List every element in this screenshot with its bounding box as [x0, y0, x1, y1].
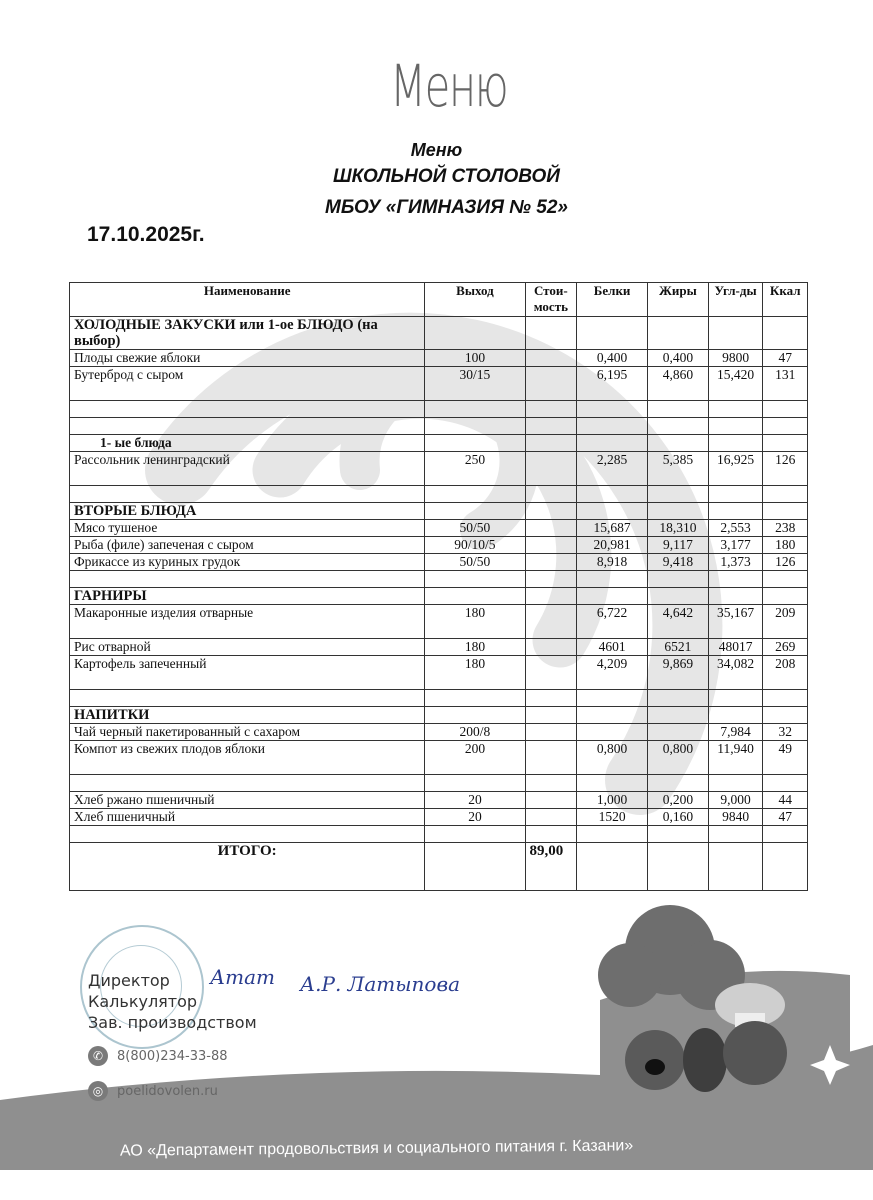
empty-cell	[763, 317, 808, 350]
empty-cell	[763, 775, 808, 792]
empty-cell	[763, 401, 808, 418]
dish-name: Мясо тушеное	[70, 520, 425, 537]
subcategory-row	[70, 435, 808, 452]
phone-contact	[88, 1046, 228, 1066]
carbs-cell: 9840	[708, 809, 763, 826]
output-cell: 90/10/5	[425, 537, 525, 554]
empty-row	[70, 571, 808, 588]
total-cost: 89,00	[525, 843, 577, 891]
empty-cell	[763, 435, 808, 452]
column-header-cost: Стои-мость	[525, 283, 577, 317]
handwritten-title: Меню	[390, 52, 508, 120]
total-protein-cell	[577, 843, 648, 891]
table-row	[70, 605, 808, 639]
empty-cell	[708, 317, 763, 350]
dish-name: Чай черный пакетированный с сахаром	[70, 724, 425, 741]
cost-cell	[525, 809, 577, 826]
empty-cell	[525, 486, 577, 503]
empty-cell	[425, 317, 525, 350]
output-cell: 20	[425, 809, 525, 826]
carbs-cell: 2,553	[708, 520, 763, 537]
empty-cell	[70, 775, 425, 792]
carbs-cell: 34,082	[708, 656, 763, 690]
empty-cell	[525, 317, 577, 350]
table-row	[70, 537, 808, 554]
empty-cell	[708, 826, 763, 843]
total-row	[70, 843, 808, 891]
empty-cell	[648, 317, 709, 350]
empty-cell	[577, 435, 648, 452]
column-header-kcal: Ккал	[763, 283, 808, 317]
empty-cell	[763, 826, 808, 843]
carbs-cell: 15,420	[708, 367, 763, 401]
table-row	[70, 350, 808, 367]
output-cell: 20	[425, 792, 525, 809]
fat-cell: 9,418	[648, 554, 709, 571]
title-school-canteen: ШКОЛЬНОЙ СТОЛОВОЙ	[333, 166, 560, 187]
empty-cell	[763, 588, 808, 605]
empty-cell	[525, 418, 577, 435]
output-cell: 200/8	[425, 724, 525, 741]
output-cell: 200	[425, 741, 525, 775]
cost-cell	[525, 520, 577, 537]
empty-cell	[70, 826, 425, 843]
column-header-protein: Белки	[577, 283, 648, 317]
empty-cell	[577, 418, 648, 435]
mascot-middle	[683, 1028, 727, 1092]
category-row	[70, 503, 808, 520]
table-row	[70, 639, 808, 656]
column-header-fat: Жиры	[648, 283, 709, 317]
empty-cell	[763, 486, 808, 503]
table-row	[70, 367, 808, 401]
output-cell: 100	[425, 350, 525, 367]
empty-row	[70, 690, 808, 707]
empty-cell	[763, 571, 808, 588]
category-row	[70, 707, 808, 724]
empty-cell	[525, 690, 577, 707]
title-menu: Меню	[410, 140, 463, 160]
empty-cell	[425, 690, 525, 707]
empty-cell	[577, 775, 648, 792]
cost-cell	[525, 724, 577, 741]
carbs-cell: 35,167	[708, 605, 763, 639]
empty-cell	[577, 826, 648, 843]
fat-cell: 0,400	[648, 350, 709, 367]
kcal-cell: 131	[763, 367, 808, 401]
fat-cell: 4,642	[648, 605, 709, 639]
fat-cell: 0,200	[648, 792, 709, 809]
empty-cell	[525, 826, 577, 843]
empty-cell	[525, 775, 577, 792]
protein-cell: 15,687	[577, 520, 648, 537]
empty-cell	[577, 707, 648, 724]
output-cell: 180	[425, 605, 525, 639]
empty-cell	[708, 418, 763, 435]
empty-cell	[708, 571, 763, 588]
empty-cell	[648, 707, 709, 724]
empty-cell	[648, 826, 709, 843]
empty-row	[70, 826, 808, 843]
empty-row	[70, 418, 808, 435]
carbs-cell: 1,373	[708, 554, 763, 571]
label-calculator: Калькулятор	[88, 992, 198, 1011]
kcal-cell: 208	[763, 656, 808, 690]
carbs-cell: 16,925	[708, 452, 763, 486]
table-row	[70, 656, 808, 690]
empty-cell	[708, 503, 763, 520]
empty-cell	[425, 571, 525, 588]
output-cell: 180	[425, 639, 525, 656]
director-name-signature: А.Р. Латыпова	[300, 972, 461, 996]
protein-cell: 0,400	[577, 350, 648, 367]
menu-table	[69, 282, 808, 891]
protein-cell	[577, 724, 648, 741]
protein-cell: 0,800	[577, 741, 648, 775]
empty-cell	[425, 418, 525, 435]
empty-cell	[425, 588, 525, 605]
empty-cell	[648, 690, 709, 707]
table-row	[70, 520, 808, 537]
empty-cell	[708, 401, 763, 418]
empty-cell	[70, 418, 425, 435]
total-kcal-cell	[763, 843, 808, 891]
fat-cell: 9,117	[648, 537, 709, 554]
dish-name: Рассольник ленинградский	[70, 452, 425, 486]
empty-cell	[648, 571, 709, 588]
cost-cell	[525, 792, 577, 809]
empty-cell	[577, 588, 648, 605]
mascot-right	[723, 1021, 787, 1085]
director-signature: Атат	[210, 965, 275, 989]
empty-cell	[425, 503, 525, 520]
empty-cell	[525, 588, 577, 605]
carbs-cell: 3,177	[708, 537, 763, 554]
empty-cell	[70, 690, 425, 707]
dish-name: Бутерброд с сыром	[70, 367, 425, 401]
category-label: ГАРНИРЫ	[70, 588, 425, 605]
empty-cell	[708, 690, 763, 707]
empty-cell	[648, 503, 709, 520]
dish-name: Плоды свежие яблоки	[70, 350, 425, 367]
cost-cell	[525, 656, 577, 690]
dish-name: Макаронные изделия отварные	[70, 605, 425, 639]
total-output-cell	[425, 843, 525, 891]
dish-name: Фрикассе из куриных грудок	[70, 554, 425, 571]
empty-cell	[425, 775, 525, 792]
empty-cell	[70, 486, 425, 503]
globe-icon: ◎	[88, 1081, 108, 1101]
output-cell: 250	[425, 452, 525, 486]
table-row	[70, 554, 808, 571]
dish-name: Хлеб ржано пшеничный	[70, 792, 425, 809]
output-cell: 180	[425, 656, 525, 690]
subcategory-label: 1- ые блюда	[70, 435, 425, 452]
kcal-cell: 238	[763, 520, 808, 537]
label-director: Директор	[88, 971, 170, 990]
total-fat-cell	[648, 843, 709, 891]
category-label: НАПИТКИ	[70, 707, 425, 724]
empty-cell	[525, 401, 577, 418]
empty-cell	[763, 690, 808, 707]
empty-cell	[648, 775, 709, 792]
cost-cell	[525, 639, 577, 656]
empty-cell	[577, 503, 648, 520]
column-header-carbs: Угл-ды	[708, 283, 763, 317]
table-row	[70, 724, 808, 741]
output-cell: 30/15	[425, 367, 525, 401]
empty-cell	[70, 401, 425, 418]
table-row	[70, 792, 808, 809]
protein-cell: 2,285	[577, 452, 648, 486]
empty-cell	[648, 401, 709, 418]
protein-cell: 4,209	[577, 656, 648, 690]
menu-date: 17.10.2025г.	[87, 223, 205, 246]
kcal-cell: 49	[763, 741, 808, 775]
protein-cell: 1,000	[577, 792, 648, 809]
empty-cell	[525, 435, 577, 452]
empty-cell	[425, 707, 525, 724]
cost-cell	[525, 350, 577, 367]
empty-cell	[425, 486, 525, 503]
fat-cell: 6521	[648, 639, 709, 656]
protein-cell: 4601	[577, 639, 648, 656]
carbs-cell: 7,984	[708, 724, 763, 741]
fat-cell: 18,310	[648, 520, 709, 537]
empty-cell	[708, 588, 763, 605]
empty-cell	[763, 418, 808, 435]
table-row	[70, 452, 808, 486]
total-label: ИТОГО:	[70, 843, 425, 891]
cost-cell	[525, 537, 577, 554]
empty-cell	[648, 418, 709, 435]
category-label: ХОЛОДНЫЕ ЗАКУСКИ или 1-ое БЛЮДО (на выбор)	[70, 317, 425, 350]
protein-cell: 1520	[577, 809, 648, 826]
chef-hat	[715, 983, 785, 1027]
fat-cell: 5,385	[648, 452, 709, 486]
empty-cell	[525, 707, 577, 724]
empty-cell	[648, 588, 709, 605]
column-header-output: Выход	[425, 283, 525, 317]
carbs-cell: 48017	[708, 639, 763, 656]
kcal-cell: 126	[763, 554, 808, 571]
cost-cell	[525, 605, 577, 639]
empty-cell	[425, 435, 525, 452]
star-shape	[810, 1045, 850, 1085]
empty-cell	[577, 401, 648, 418]
table-header-row	[70, 283, 808, 317]
protein-cell: 6,195	[577, 367, 648, 401]
category-row	[70, 317, 808, 350]
empty-cell	[648, 486, 709, 503]
fat-cell	[648, 724, 709, 741]
phone-number: 8(800)234-33-88	[117, 1048, 228, 1064]
cost-cell	[525, 452, 577, 486]
empty-cell	[577, 690, 648, 707]
empty-row	[70, 486, 808, 503]
mascot-left-mouth	[645, 1059, 665, 1075]
empty-cell	[708, 435, 763, 452]
website-contact	[88, 1081, 218, 1101]
kcal-cell: 44	[763, 792, 808, 809]
empty-cell	[763, 503, 808, 520]
empty-cell	[577, 486, 648, 503]
dish-name: Картофель запеченный	[70, 656, 425, 690]
fat-cell: 4,860	[648, 367, 709, 401]
table-row	[70, 809, 808, 826]
organization-footer: АО «Департамент продовольствия и социального питания г. Казани»	[119, 1137, 634, 1160]
empty-cell	[70, 571, 425, 588]
fat-cell: 9,869	[648, 656, 709, 690]
empty-cell	[577, 317, 648, 350]
dish-name: Рыба (филе) запеченая с сыром	[70, 537, 425, 554]
empty-cell	[763, 707, 808, 724]
kcal-cell: 269	[763, 639, 808, 656]
total-carbs-cell	[708, 843, 763, 891]
protein-cell: 6,722	[577, 605, 648, 639]
dish-name: Рис отварной	[70, 639, 425, 656]
mascot-illustration	[560, 895, 860, 1115]
empty-row	[70, 401, 808, 418]
category-label: ВТОРЫЕ БЛЮДА	[70, 503, 425, 520]
title-school-name: МБОУ «ГИМНАЗИЯ № 52»	[325, 197, 568, 218]
menu-table-body	[70, 317, 808, 843]
empty-cell	[708, 707, 763, 724]
kcal-cell: 209	[763, 605, 808, 639]
dish-name: Компот из свежих плодов яблоки	[70, 741, 425, 775]
carbs-cell: 9,000	[708, 792, 763, 809]
empty-cell	[425, 826, 525, 843]
cost-cell	[525, 367, 577, 401]
dish-name: Хлеб пшеничный	[70, 809, 425, 826]
empty-cell	[577, 571, 648, 588]
cost-cell	[525, 554, 577, 571]
category-row	[70, 588, 808, 605]
fat-cell: 0,800	[648, 741, 709, 775]
kcal-cell: 47	[763, 350, 808, 367]
cost-cell	[525, 741, 577, 775]
protein-cell: 20,981	[577, 537, 648, 554]
empty-cell	[525, 571, 577, 588]
fat-cell: 0,160	[648, 809, 709, 826]
carbs-cell: 11,940	[708, 741, 763, 775]
empty-cell	[425, 401, 525, 418]
kcal-cell: 126	[763, 452, 808, 486]
empty-row	[70, 775, 808, 792]
carbs-cell: 9800	[708, 350, 763, 367]
empty-cell	[648, 435, 709, 452]
empty-cell	[708, 775, 763, 792]
protein-cell: 8,918	[577, 554, 648, 571]
output-cell: 50/50	[425, 554, 525, 571]
output-cell: 50/50	[425, 520, 525, 537]
kcal-cell: 180	[763, 537, 808, 554]
empty-cell	[525, 503, 577, 520]
table-row	[70, 741, 808, 775]
empty-cell	[708, 486, 763, 503]
column-header-name: Наименование	[70, 283, 425, 317]
label-production-head: Зав. производством	[88, 1013, 257, 1032]
kcal-cell: 32	[763, 724, 808, 741]
website-url: poelidovolen.ru	[117, 1083, 218, 1099]
kcal-cell: 47	[763, 809, 808, 826]
phone-icon: ✆	[88, 1046, 108, 1066]
